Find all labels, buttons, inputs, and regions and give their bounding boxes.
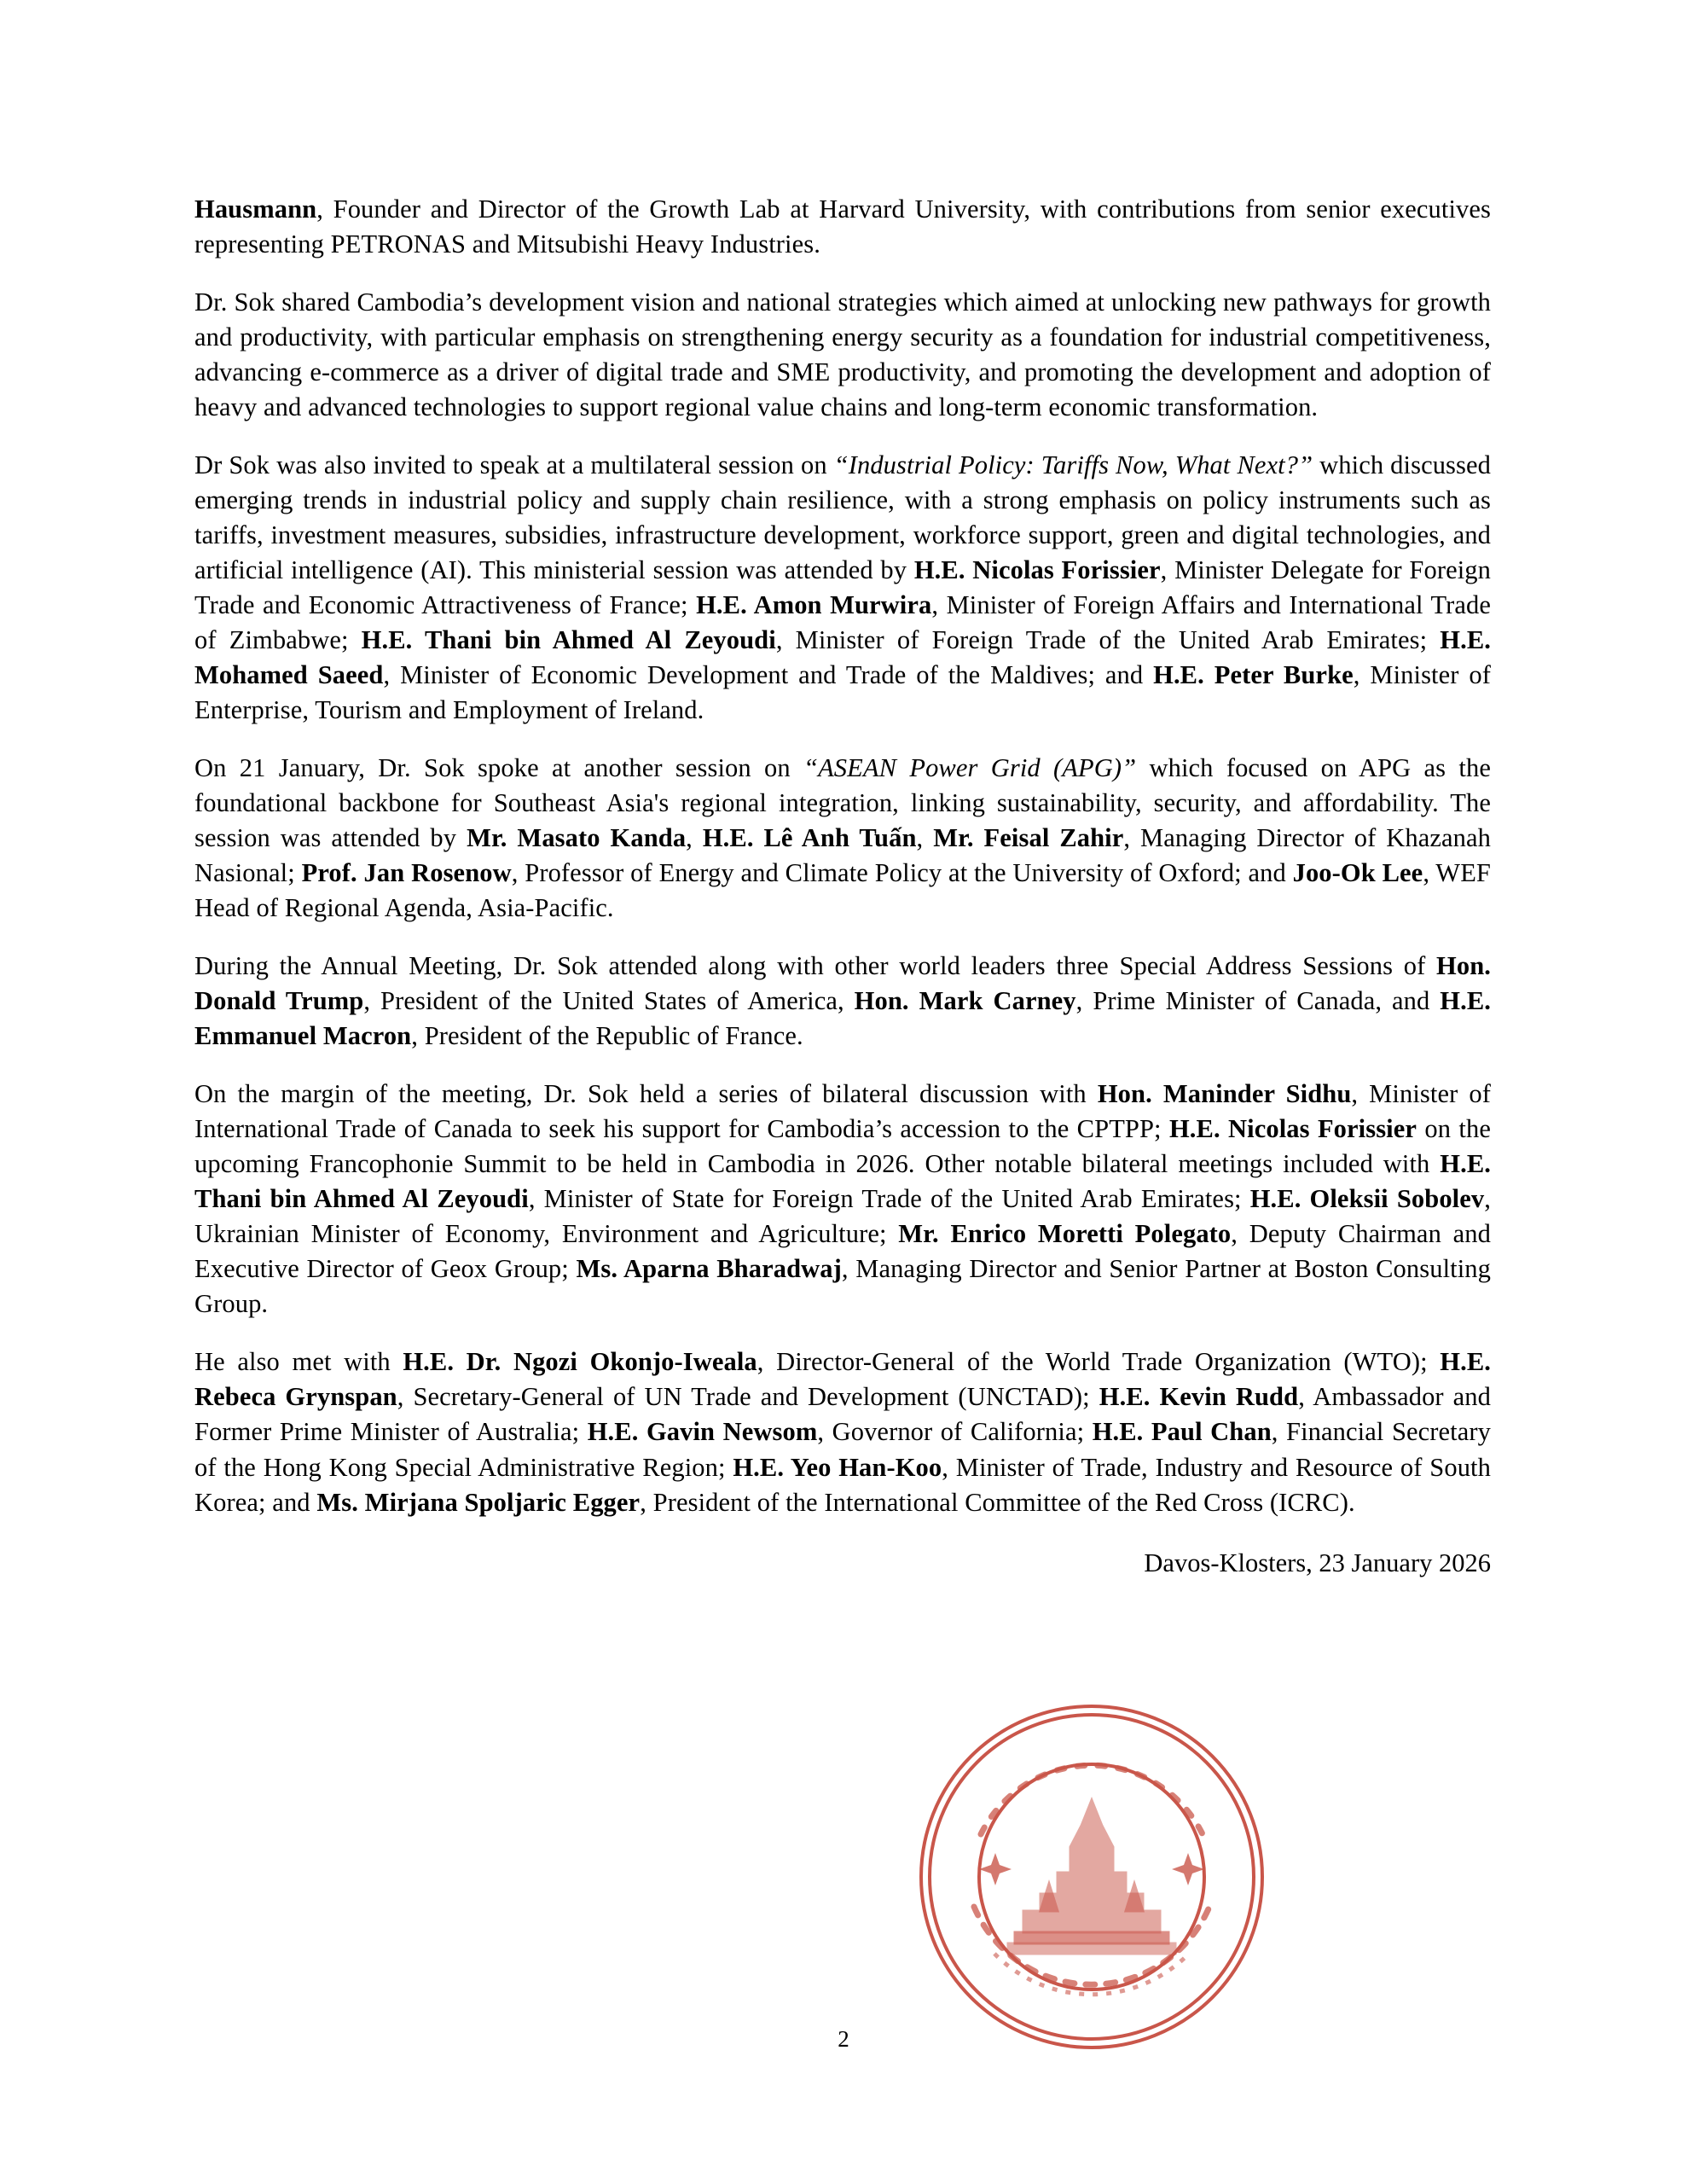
emphasis-bold: H.E. Dr. Ngozi Okonjo-Iweala <box>403 1347 757 1377</box>
text-run: , Managing Director and Senior Partner at Boston Consulting Group. <box>194 1254 1491 1319</box>
royal-government-seal-icon <box>913 1698 1271 2056</box>
emphasis-bold: H.E. Gavin Newsom <box>587 1417 818 1447</box>
text-run: , WEF Head of Regional Agenda, Asia-Pacific. <box>194 858 1491 923</box>
paragraph <box>194 285 1491 425</box>
text-run: During the Annual Meeting, Dr. Sok attended along with other world leaders three Special Address Sessions of <box>194 951 1437 981</box>
emphasis-bold: H.E. Rebeca Grynspan <box>194 1347 1491 1412</box>
page-number: 2 <box>838 2026 849 2052</box>
emphasis-bold: Hausmann <box>194 195 317 224</box>
text-run: , Professor of Energy and Climate Policy at the University of Oxford; and <box>511 858 1293 888</box>
emphasis-bold: H.E. Peter Burke <box>1153 660 1354 690</box>
text-run: , Ukrainian Minister of Economy, Environment and Agriculture; <box>194 1184 1491 1249</box>
emphasis-bold: Joo-Ok Lee <box>1292 858 1423 888</box>
emphasis-bold: Hon. Mark Carney <box>854 986 1076 1016</box>
emphasis-italic: “ASEAN Power Grid (APG)” <box>803 753 1137 783</box>
text-run: Dr. Sok shared Cambodia’s development vision and national strategies which aimed at unlocking new pathways for growth and productivity, with particular emphasis on strengthening energy security as a foundation for industrial competitiveness, advancing e-commerce as a driver of digital trade and SME productivity, and promoting the development and adoption of heavy and advanced technologies to support regional value chains and long-term economic transformation. <box>194 288 1491 422</box>
text-run: , Minister of Trade, Industry and Resource of South Korea; and <box>194 1452 1491 1517</box>
emphasis-bold: H.E. Yeo Han-Koo <box>733 1452 942 1482</box>
text-run: which focused on APG as the foundational backbone for Southeast Asia's regional integration, linking sustainability, security, and affordability. The session was attended by <box>194 753 1491 853</box>
paragraph <box>194 1077 1491 1321</box>
emphasis-bold: Ms. Mirjana Spoljaric Egger <box>316 1487 641 1517</box>
text-run: , <box>916 823 934 853</box>
text-run: , Minister of Foreign Trade of the United Arab Emirates; <box>775 625 1441 655</box>
text-run: , Minister of State for Foreign Trade of the United Arab Emirates; <box>528 1184 1250 1214</box>
text-run: , Governor of California; <box>817 1417 1093 1447</box>
emphasis-bold: H.E. Paul Chan <box>1092 1417 1272 1447</box>
emphasis-bold: Hon. Maninder Sidhu <box>1097 1079 1352 1109</box>
text-run: , Director-General of the World Trade Organization (WTO); <box>757 1347 1441 1377</box>
text-run: , President of the International Committee of the Red Cross (ICRC). <box>640 1487 1355 1517</box>
paragraph <box>194 192 1491 262</box>
emphasis-bold: H.E. Oleksii Sobolev <box>1249 1184 1485 1214</box>
text-run: , Founder and Director of the Growth Lab at Harvard University, with contributions from senior executives representing PETRONAS and Mitsubishi Heavy Industries. <box>194 195 1491 259</box>
text-run: on the upcoming Francophonie Summit to be held in Cambodia in 2026. Other notable bilateral meetings included with <box>194 1114 1491 1179</box>
text-run: , Ambassador and Former Prime Minister of Australia; <box>194 1382 1491 1447</box>
emphasis-bold: H.E. Nicolas Forissier <box>1168 1114 1417 1144</box>
text-run: which discussed emerging trends in industrial policy and supply chain resilience, with a strong emphasis on policy instruments such as tariffs, investment measures, subsidies, infrastructure development, workforce support, green and digital technologies, and artificial intelligence (AI). This ministerial session was attended by <box>194 450 1491 585</box>
text-run: , Minister of International Trade of Canada to seek his support for Cambodia’s accession to the CPTPP; <box>194 1079 1491 1144</box>
emphasis-bold: H.E. Emmanuel Macron <box>194 986 1492 1051</box>
paragraph <box>194 949 1491 1054</box>
text-run: , Managing Director of Khazanah Nasional; <box>194 823 1492 888</box>
emphasis-bold: H.E. Amon Murwira <box>696 590 932 620</box>
emphasis-italic: “Industrial Policy: Tariffs Now, What Next?” <box>833 450 1313 480</box>
emphasis-bold: H.E. Lê Anh Tuấn <box>702 823 917 853</box>
text-run: , Secretary-General of UN Trade and Development (UNCTAD); <box>397 1382 1099 1412</box>
text-run: , President of the Republic of France. <box>411 1021 803 1051</box>
text-run: , President of the United States of America, <box>363 986 855 1016</box>
document-body <box>194 192 1491 1581</box>
text-run: On 21 January, Dr. Sok spoke at another session on <box>194 753 804 783</box>
text-run: Dr Sok was also invited to speak at a multilateral session on <box>194 450 834 480</box>
text-run: , Financial Secretary of the Hong Kong Special Administrative Region; <box>194 1417 1491 1482</box>
emphasis-bold: Hon. Donald Trump <box>194 951 1491 1016</box>
text-run: , Prime Minister of Canada, and <box>1075 986 1441 1016</box>
emphasis-bold: Mr. Feisal Zahir <box>933 823 1124 853</box>
text-run: , Minister Delegate for Foreign Trade and Economic Attractiveness of France; <box>194 555 1492 620</box>
text-run: , Minister of Foreign Affairs and International Trade of Zimbabwe; <box>194 590 1491 655</box>
emphasis-bold: H.E. Thani bin Ahmed Al Zeyoudi <box>194 1149 1491 1214</box>
emphasis-bold: Prof. Jan Rosenow <box>301 858 512 888</box>
emphasis-bold: H.E. Kevin Rudd <box>1099 1382 1299 1412</box>
paragraph <box>194 1345 1491 1519</box>
emphasis-bold: H.E. Mohamed Saeed <box>194 625 1491 690</box>
emphasis-bold: Ms. Aparna Bharadwaj <box>576 1254 842 1284</box>
text-run: He also met with <box>194 1347 403 1377</box>
paragraph <box>194 448 1491 728</box>
emphasis-bold: Mr. Masato Kanda <box>467 823 687 853</box>
emphasis-bold: H.E. Nicolas Forissier <box>913 555 1161 585</box>
emphasis-bold: H.E. Thani bin Ahmed Al Zeyoudi <box>361 625 776 655</box>
text-run: , <box>686 823 703 853</box>
text-run: , Minister of Economic Development and Trade of the Maldives; and <box>383 660 1154 690</box>
text-run: , Deputy Chairman and Executive Director of Geox Group; <box>194 1219 1491 1284</box>
text-run: On the margin of the meeting, Dr. Sok held a series of bilateral discussion with <box>194 1079 1098 1109</box>
emphasis-bold: Mr. Enrico Moretti Polegato <box>898 1219 1232 1249</box>
dateline: Davos-Klosters, 23 January 2026 <box>1144 1548 1491 1577</box>
text-run: , Minister of Enterprise, Tourism and Employment of Ireland. <box>194 660 1492 725</box>
paragraph <box>194 751 1491 926</box>
